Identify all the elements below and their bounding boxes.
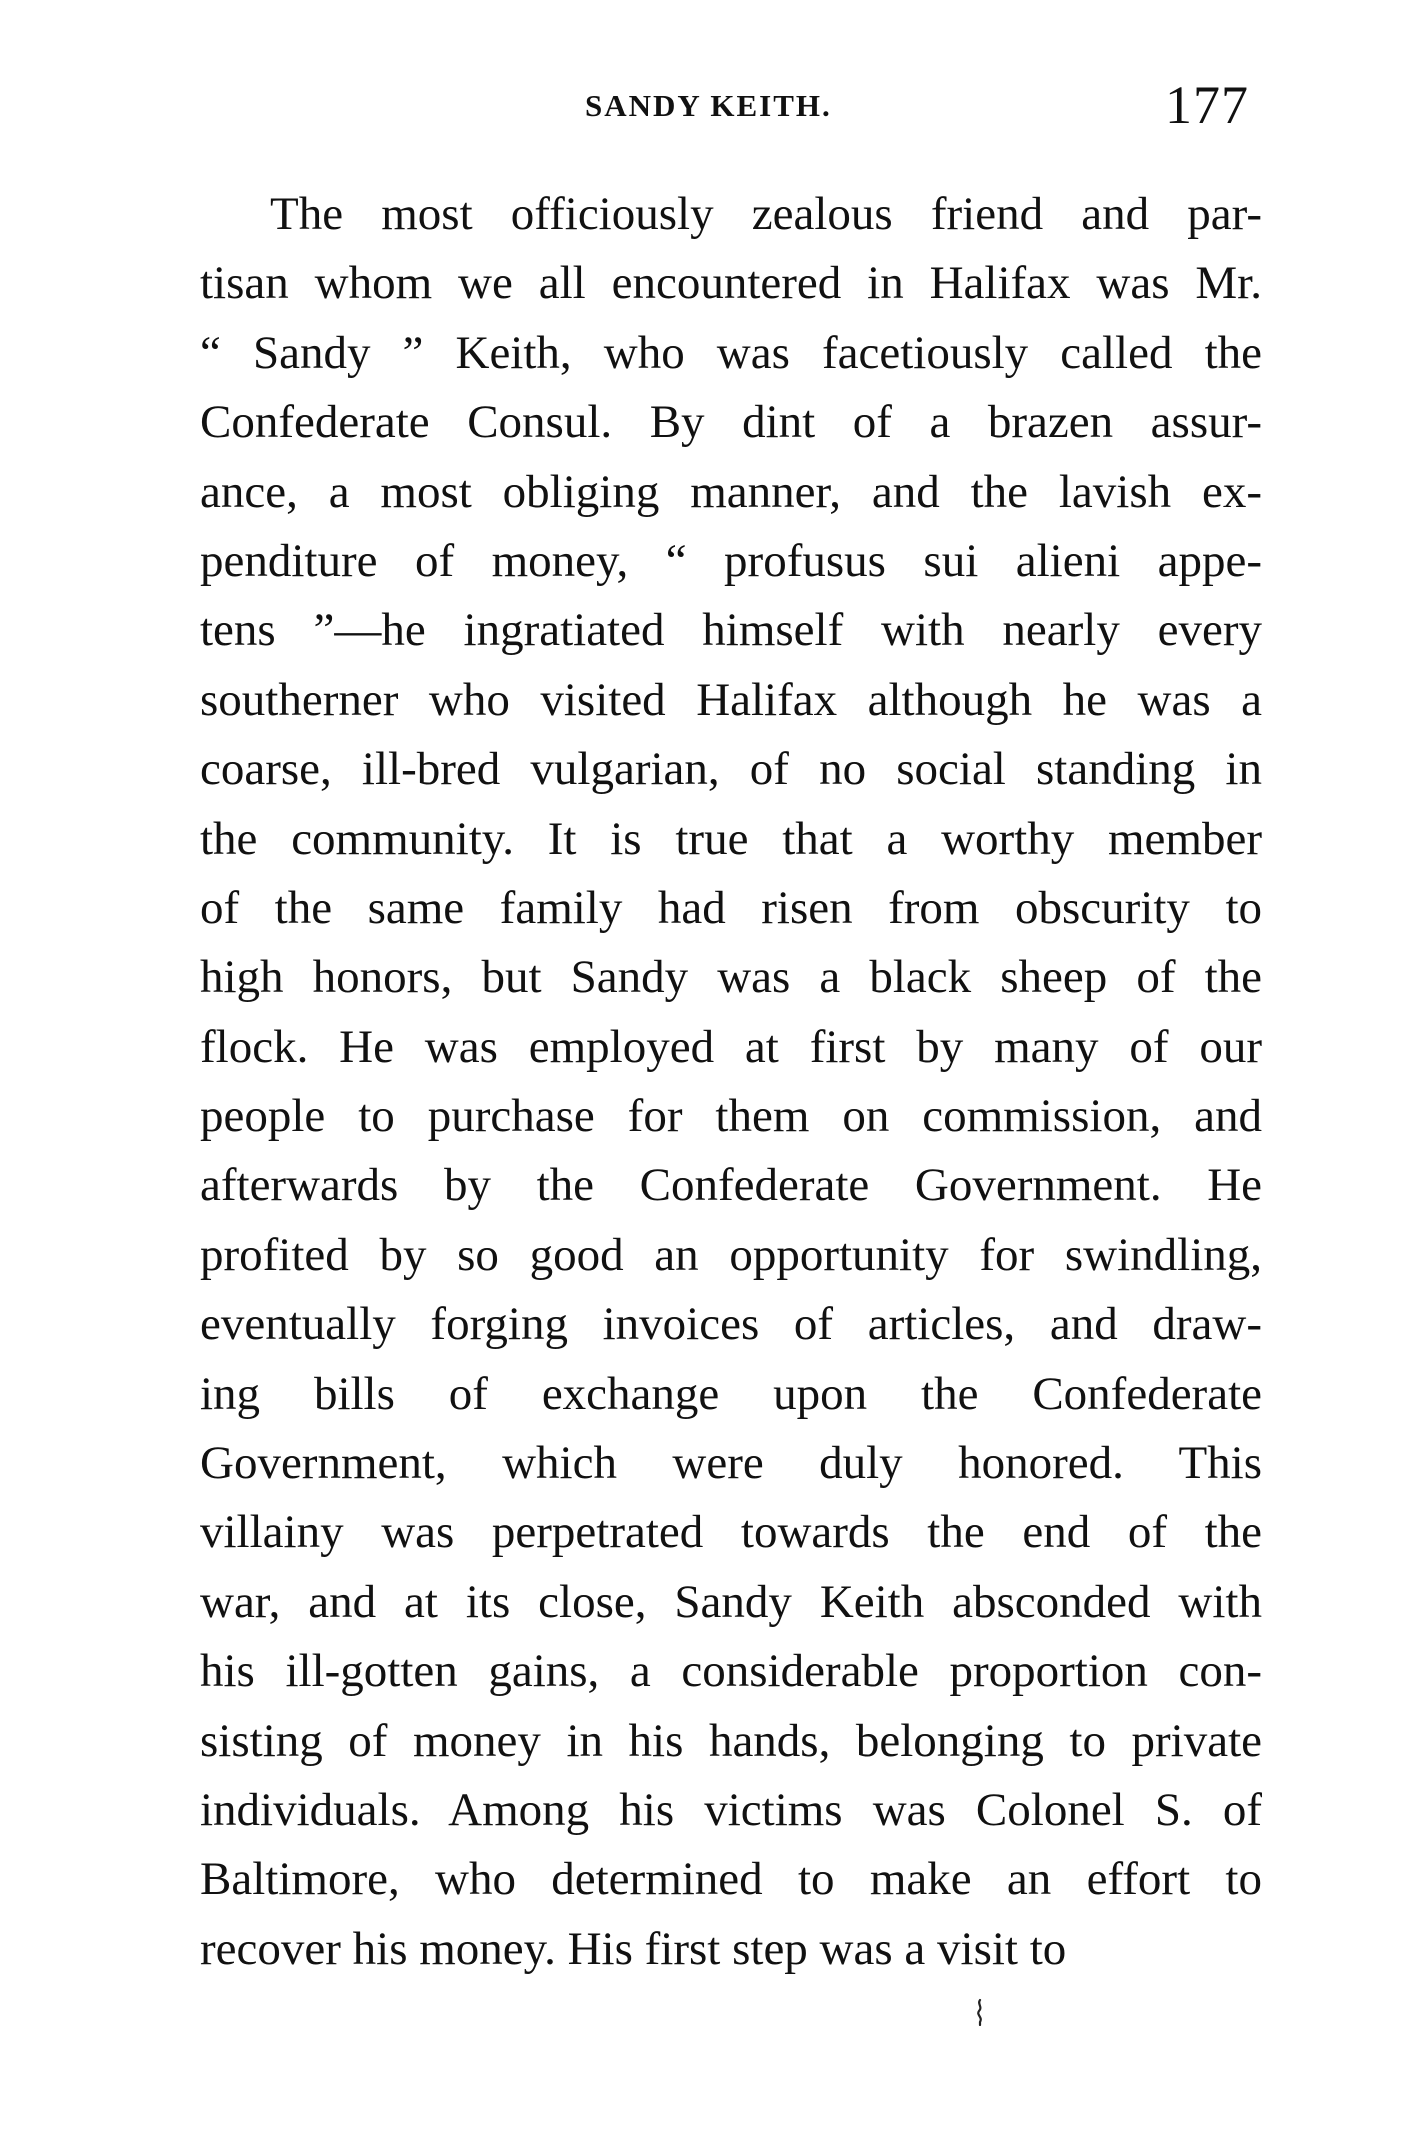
text-line: his ill-gotten gains, a considerable proportion con-	[200, 1645, 1262, 1698]
text-line: high honors, but Sandy was a black sheep of the	[200, 951, 1262, 1004]
text-line: people to purchase for them on commission, and	[200, 1090, 1262, 1143]
running-title: SANDY KEITH.	[585, 88, 832, 123]
text-line: of the same family had risen from obscurity to	[200, 881, 1262, 934]
text-line: Baltimore, who determined to make an effort to	[200, 1853, 1262, 1906]
text-line: eventually forging invoices of articles, and draw-	[200, 1298, 1262, 1351]
page-number: 177	[1165, 75, 1249, 135]
text-line: flock. He was employed at first by many of our	[200, 1020, 1262, 1073]
text-line: war, and at its close, Sandy Keith absconded with	[200, 1575, 1262, 1628]
text-line: recover his money. His first step was a visit to	[200, 1922, 1067, 1975]
text-line: individuals. Among his victims was Colonel S. of	[200, 1783, 1262, 1836]
text-line: southerner who visited Halifax although he was a	[200, 673, 1262, 726]
running-head	[0, 74, 1417, 134]
text-line: tens ”—he ingratiated himself with nearly every	[200, 604, 1262, 657]
text-line: profited by so good an opportunity for swindling,	[200, 1228, 1262, 1281]
body-paragraph	[200, 180, 1262, 1984]
text-line: ing bills of exchange upon the Confederate	[200, 1367, 1262, 1420]
text-line: Confederate Consul. By dint of a brazen assur-	[200, 396, 1262, 449]
text-line: Government, which were duly honored. This	[200, 1437, 1262, 1490]
text-line: coarse, ill-bred vulgarian, of no social standing in	[200, 743, 1262, 796]
text-line: villainy was perpetrated towards the end of the	[200, 1506, 1262, 1559]
text-line: the community. It is true that a worthy member	[200, 812, 1262, 865]
text-line: The most officiously zealous friend and par-	[270, 188, 1262, 240]
text-line: “ Sandy ” Keith, who was facetiously called the	[200, 326, 1262, 379]
text-line: afterwards by the Confederate Government. He	[200, 1159, 1262, 1212]
text-line: ance, a most obliging manner, and the lavish ex-	[200, 465, 1262, 518]
text-line: tisan whom we all encountered in Halifax was Mr.	[200, 257, 1262, 310]
text-line: penditure of money, “ profusus sui alieni appe-	[200, 534, 1262, 587]
printer-mark-icon	[975, 1998, 985, 2026]
text-line: sisting of money in his hands, belonging to private	[200, 1714, 1262, 1767]
